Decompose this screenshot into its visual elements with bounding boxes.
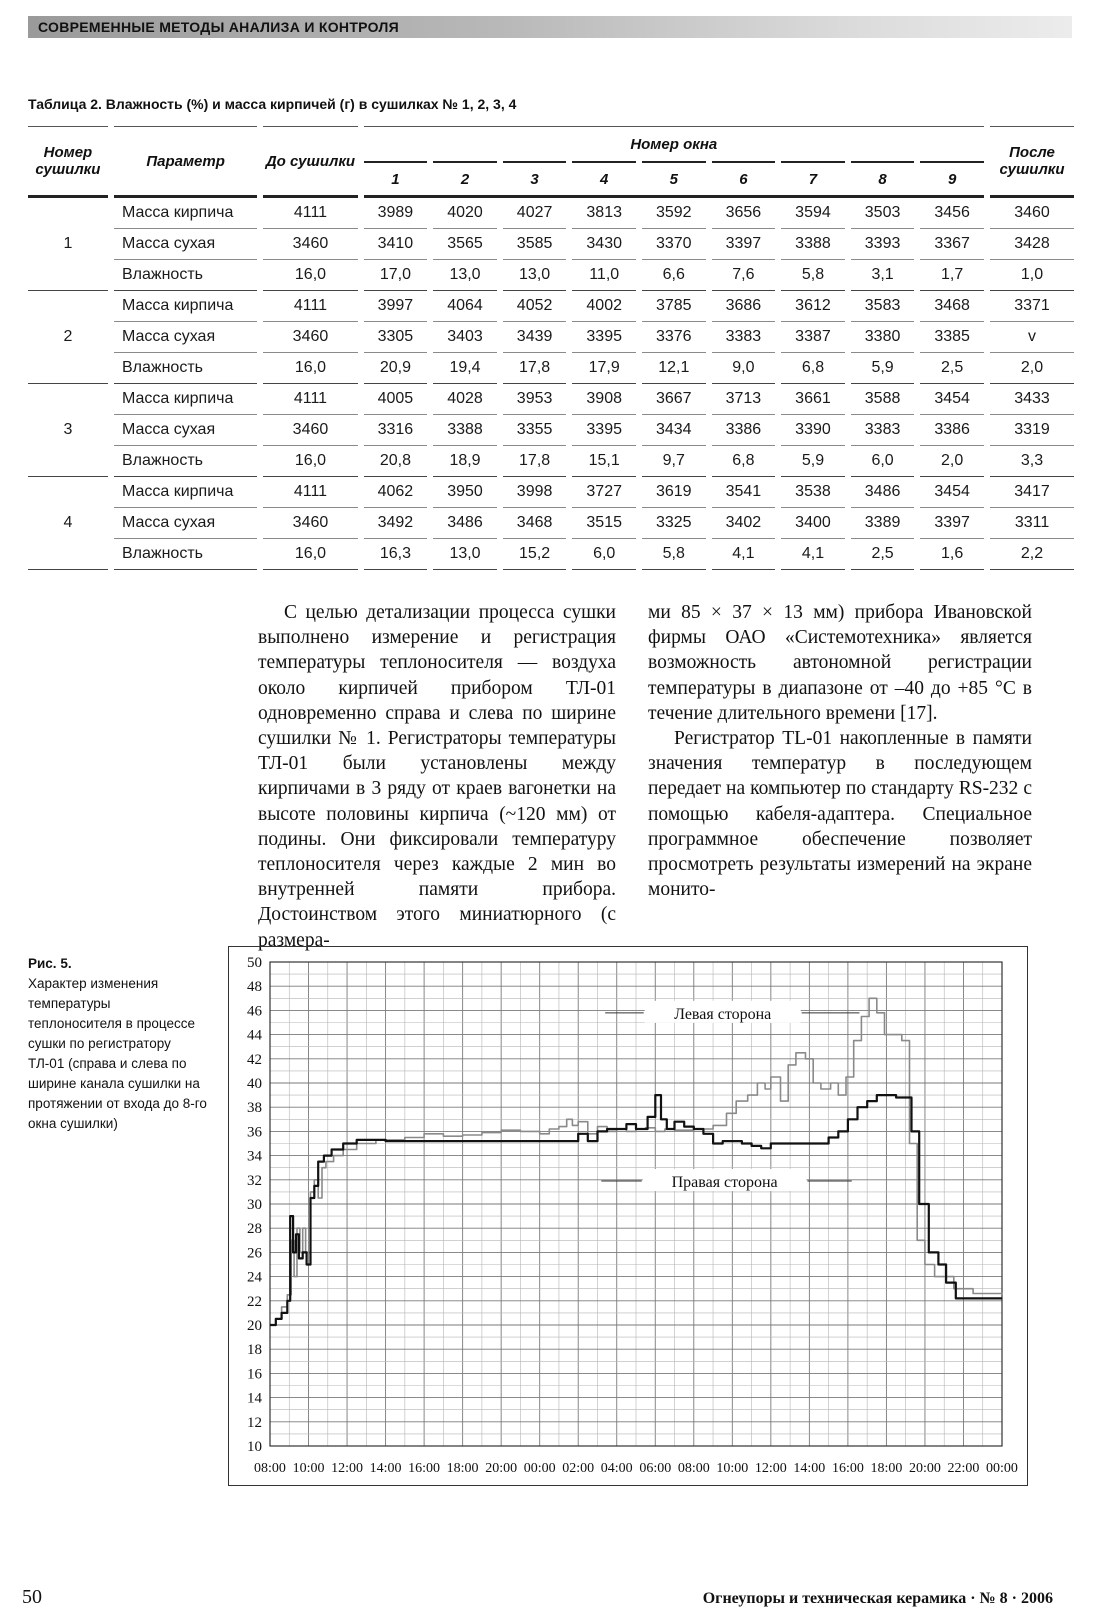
header-before-dryer: До сушилки — [263, 127, 357, 197]
value-cell: 3397 — [712, 229, 775, 260]
value-cell: 7,6 — [712, 260, 775, 291]
value-cell: 6,8 — [781, 353, 844, 384]
value-cell: 3383 — [712, 322, 775, 353]
y-tick-label: 30 — [247, 1197, 262, 1213]
value-cell: 3400 — [781, 508, 844, 539]
value-cell: 3468 — [920, 291, 983, 322]
x-tick-label: 08:00 — [677, 1461, 710, 1476]
table-row — [28, 229, 1074, 260]
y-tick-label: 40 — [247, 1076, 262, 1092]
table-row — [28, 322, 1074, 353]
value-cell: 3454 — [920, 384, 983, 415]
value-cell: 3316 — [364, 415, 427, 446]
table-row — [28, 415, 1074, 446]
value-cell: 3503 — [851, 197, 914, 229]
moisture-mass-table — [28, 126, 1074, 570]
y-tick-label: 36 — [247, 1124, 262, 1141]
x-tick-label: 04:00 — [600, 1461, 633, 1476]
paragraph: С целью детализации процесса сушки выполнено измерение и регистрация температуры теплоносителя — воздуха около кирпичей прибором ТЛ-01 одновременно справа и слева по ширине сушилки № 1. Регистраторы температуры ТЛ-01 были установлены между кирпичами в 3 ряду от краев вагонетки на высоте половины кирпича (~120 мм) от подины. Они фиксировали температуру теплоносителя через каждые 2 мин во внутренней памяти прибора. Достоинством этого миниатюрного (с размера- — [258, 602, 616, 951]
value-cell: 2,2 — [990, 539, 1074, 570]
paragraph: Регистратор TL-01 накопленные в памяти значения температур в последующем передает на компьютер по стандарту RS-232 с помощью кабеля-адаптера. Специальное программное обеспечение позволяет просмотреть результаты измерений на экране монито- — [648, 728, 1032, 901]
parameter-cell: Влажность — [114, 353, 257, 384]
x-tick-label: 08:00 — [254, 1461, 286, 1476]
value-cell: 9,7 — [642, 446, 705, 477]
paragraph: ми 85 × 37 × 13 мм) прибора Ивановской фирмы ОАО «Системотехника» является возможность автономной регистрации температуры в диапазоне от –40 до +85 °С в течение длительного времени [17]. — [648, 602, 1032, 724]
value-cell: 4002 — [572, 291, 635, 322]
value-cell: 5,8 — [642, 539, 705, 570]
value-cell: 3439 — [503, 322, 566, 353]
value-cell: 3433 — [990, 384, 1074, 415]
value-cell: 4027 — [503, 197, 566, 229]
body-text-column-2 — [648, 600, 1032, 902]
value-cell: 19,4 — [433, 353, 496, 384]
value-cell: 13,0 — [433, 260, 496, 291]
header-window-1: 1 — [364, 162, 427, 197]
value-cell: 3468 — [503, 508, 566, 539]
x-tick-label: 00:00 — [986, 1461, 1018, 1476]
value-cell: 4111 — [263, 477, 357, 508]
y-tick-label: 26 — [247, 1245, 262, 1262]
value-cell: 16,0 — [263, 446, 357, 477]
value-cell: 2,0 — [990, 353, 1074, 384]
value-cell: 16,0 — [263, 539, 357, 570]
value-cell: 3,3 — [990, 446, 1074, 477]
value-cell: 3656 — [712, 197, 775, 229]
value-cell: 4064 — [433, 291, 496, 322]
table-row — [28, 353, 1074, 384]
value-cell: 4052 — [503, 291, 566, 322]
header-window-number: Номер окна — [364, 127, 984, 163]
value-cell: 3713 — [712, 384, 775, 415]
value-cell: 3402 — [712, 508, 775, 539]
value-cell: 1,7 — [920, 260, 983, 291]
y-tick-label: 34 — [247, 1148, 262, 1165]
value-cell: 17,0 — [364, 260, 427, 291]
value-cell: 3376 — [642, 322, 705, 353]
value-cell: 3370 — [642, 229, 705, 260]
y-tick-label: 10 — [247, 1439, 262, 1455]
dryer-number-cell: 4 — [28, 477, 108, 570]
value-cell: 3456 — [920, 197, 983, 229]
value-cell: 3390 — [781, 415, 844, 446]
y-tick-label: 38 — [247, 1100, 262, 1117]
value-cell: 20,8 — [364, 446, 427, 477]
value-cell: 3355 — [503, 415, 566, 446]
value-cell: 3311 — [990, 508, 1074, 539]
value-cell: 3460 — [263, 229, 357, 260]
table-row — [28, 384, 1074, 415]
y-tick-label: 12 — [247, 1414, 262, 1431]
dryer-number-cell: 1 — [28, 197, 108, 291]
header-window-3: 3 — [503, 162, 566, 197]
value-cell: 3417 — [990, 477, 1074, 508]
parameter-cell: Масса кирпича — [114, 477, 257, 508]
value-cell: 3583 — [851, 291, 914, 322]
parameter-cell: Масса сухая — [114, 508, 257, 539]
value-cell: 3393 — [851, 229, 914, 260]
value-cell: 3908 — [572, 384, 635, 415]
value-cell: 6,0 — [572, 539, 635, 570]
value-cell: 6,8 — [712, 446, 775, 477]
value-cell: 3619 — [642, 477, 705, 508]
figure-label: Рис. 5. — [28, 956, 72, 971]
header-window-7: 7 — [781, 162, 844, 197]
y-tick-label: 24 — [247, 1269, 262, 1286]
table-row — [28, 260, 1074, 291]
table-row — [28, 508, 1074, 539]
value-cell: 3388 — [781, 229, 844, 260]
value-cell: 17,8 — [503, 446, 566, 477]
value-cell: 3565 — [433, 229, 496, 260]
value-cell: 5,9 — [851, 353, 914, 384]
value-cell: 18,9 — [433, 446, 496, 477]
value-cell: 3460 — [263, 508, 357, 539]
value-cell: 20,9 — [364, 353, 427, 384]
x-tick-label: 10:00 — [716, 1461, 749, 1476]
value-cell: 3385 — [920, 322, 983, 353]
value-cell: 3319 — [990, 415, 1074, 446]
value-cell: 17,9 — [572, 353, 635, 384]
value-cell: 3460 — [263, 322, 357, 353]
value-cell: 17,8 — [503, 353, 566, 384]
section-header-band — [28, 16, 1072, 38]
value-cell: 3325 — [642, 508, 705, 539]
value-cell: 4,1 — [712, 539, 775, 570]
value-cell: 3460 — [990, 197, 1074, 229]
x-tick-label: 18:00 — [870, 1461, 903, 1476]
value-cell: 4111 — [263, 384, 357, 415]
x-tick-label: 16:00 — [408, 1461, 441, 1476]
x-tick-label: 14:00 — [369, 1461, 402, 1476]
x-tick-label: 06:00 — [639, 1461, 672, 1476]
value-cell: 3813 — [572, 197, 635, 229]
figure-caption-text: Характер изменения температуры теплоносителя в процессе сушки по регистратору ТЛ-01 (справа и слева по ширине канала сушилки на протяжении от входа до 8-го окна сушилки) — [28, 976, 207, 1131]
value-cell: 3460 — [263, 415, 357, 446]
header-parameter: Параметр — [114, 127, 257, 197]
header-window-2: 2 — [433, 162, 496, 197]
value-cell: 4020 — [433, 197, 496, 229]
value-cell: 3388 — [433, 415, 496, 446]
y-tick-label: 32 — [247, 1172, 262, 1189]
x-tick-label: 20:00 — [485, 1461, 518, 1476]
value-cell: 3989 — [364, 197, 427, 229]
value-cell: 16,0 — [263, 260, 357, 291]
value-cell: 4,1 — [781, 539, 844, 570]
value-cell: 3953 — [503, 384, 566, 415]
journal-footer: Огнеупоры и техническая керамика · № 8 · 2006 — [702, 1590, 1053, 1607]
section-title: СОВРЕМЕННЫЕ МЕТОДЫ АНАЛИЗА И КОНТРОЛЯ — [38, 19, 399, 35]
value-cell: 16,3 — [364, 539, 427, 570]
value-cell: 13,0 — [503, 260, 566, 291]
value-cell: 4028 — [433, 384, 496, 415]
value-cell: 3403 — [433, 322, 496, 353]
value-cell: v — [990, 322, 1074, 353]
x-tick-label: 10:00 — [292, 1461, 325, 1476]
value-cell: 3397 — [920, 508, 983, 539]
y-tick-label: 46 — [247, 1003, 262, 1020]
value-cell: 3661 — [781, 384, 844, 415]
value-cell: 3612 — [781, 291, 844, 322]
value-cell: 4062 — [364, 477, 427, 508]
x-tick-label: 00:00 — [523, 1461, 556, 1476]
header-dryer-number: Номер сушилки — [28, 127, 108, 197]
value-cell: 3383 — [851, 415, 914, 446]
value-cell: 3686 — [712, 291, 775, 322]
value-cell: 3380 — [851, 322, 914, 353]
y-tick-label: 20 — [247, 1318, 262, 1334]
value-cell: 3997 — [364, 291, 427, 322]
y-tick-label: 14 — [247, 1390, 262, 1407]
parameter-cell: Влажность — [114, 446, 257, 477]
dryer-number-cell: 2 — [28, 291, 108, 384]
x-tick-label: 22:00 — [947, 1461, 980, 1476]
value-cell: 3998 — [503, 477, 566, 508]
value-cell: 3410 — [364, 229, 427, 260]
value-cell: 4111 — [263, 197, 357, 229]
header-window-9: 9 — [920, 162, 983, 197]
x-tick-label: 18:00 — [446, 1461, 479, 1476]
value-cell: 3387 — [781, 322, 844, 353]
y-tick-label: 48 — [247, 979, 262, 996]
figure-caption — [28, 954, 208, 1134]
y-tick-label: 18 — [247, 1342, 262, 1359]
y-tick-label: 44 — [247, 1027, 262, 1044]
table-caption: Таблица 2. Влажность (%) и масса кирпичей (г) в сушилках № 1, 2, 3, 4 — [28, 96, 517, 112]
x-tick-label: 02:00 — [562, 1461, 595, 1476]
value-cell: 3727 — [572, 477, 635, 508]
value-cell: 3395 — [572, 415, 635, 446]
parameter-cell: Влажность — [114, 539, 257, 570]
value-cell: 1,6 — [920, 539, 983, 570]
header-after-dryer: После сушилки — [990, 127, 1074, 197]
table-row — [28, 197, 1074, 229]
value-cell: 3785 — [642, 291, 705, 322]
value-cell: 6,0 — [851, 446, 914, 477]
value-cell: 3430 — [572, 229, 635, 260]
value-cell: 2,5 — [920, 353, 983, 384]
table-row — [28, 291, 1074, 322]
value-cell: 3594 — [781, 197, 844, 229]
value-cell: 3434 — [642, 415, 705, 446]
value-cell: 3592 — [642, 197, 705, 229]
value-cell: 2,0 — [920, 446, 983, 477]
y-tick-label: 16 — [247, 1366, 262, 1383]
parameter-cell: Масса сухая — [114, 229, 257, 260]
value-cell: 3395 — [572, 322, 635, 353]
value-cell: 3492 — [364, 508, 427, 539]
value-cell: 3305 — [364, 322, 427, 353]
value-cell: 16,0 — [263, 353, 357, 384]
value-cell: 13,0 — [433, 539, 496, 570]
page-number: 50 — [22, 1586, 42, 1608]
parameter-cell: Масса сухая — [114, 415, 257, 446]
annotation-left-side: Левая сторона — [674, 1005, 772, 1023]
value-cell: 3486 — [851, 477, 914, 508]
value-cell: 3371 — [990, 291, 1074, 322]
parameter-cell: Масса кирпича — [114, 197, 257, 229]
dryer-number-cell: 3 — [28, 384, 108, 477]
value-cell: 9,0 — [712, 353, 775, 384]
temperature-chart — [228, 946, 1028, 1486]
value-cell: 15,2 — [503, 539, 566, 570]
value-cell: 3541 — [712, 477, 775, 508]
parameter-cell: Масса кирпича — [114, 384, 257, 415]
x-tick-label: 20:00 — [909, 1461, 941, 1476]
value-cell: 3428 — [990, 229, 1074, 260]
value-cell: 4005 — [364, 384, 427, 415]
value-cell: 11,0 — [572, 260, 635, 291]
header-window-6: 6 — [712, 162, 775, 197]
value-cell: 3454 — [920, 477, 983, 508]
header-window-5: 5 — [642, 162, 705, 197]
value-cell: 3515 — [572, 508, 635, 539]
value-cell: 2,5 — [851, 539, 914, 570]
value-cell: 3588 — [851, 384, 914, 415]
value-cell: 3585 — [503, 229, 566, 260]
annotation-right-side: Правая сторона — [671, 1174, 778, 1192]
value-cell: 5,9 — [781, 446, 844, 477]
body-text-column-1 — [258, 600, 616, 953]
value-cell: 3950 — [433, 477, 496, 508]
parameter-cell: Влажность — [114, 260, 257, 291]
value-cell: 3,1 — [851, 260, 914, 291]
value-cell: 12,1 — [642, 353, 705, 384]
header-window-8: 8 — [851, 162, 914, 197]
value-cell: 3386 — [712, 415, 775, 446]
value-cell: 3667 — [642, 384, 705, 415]
y-tick-label: 42 — [247, 1051, 262, 1068]
value-cell: 1,0 — [990, 260, 1074, 291]
value-cell: 3367 — [920, 229, 983, 260]
parameter-cell: Масса кирпича — [114, 291, 257, 322]
table-row — [28, 446, 1074, 477]
value-cell: 5,8 — [781, 260, 844, 291]
x-tick-label: 12:00 — [331, 1461, 363, 1476]
value-cell: 4111 — [263, 291, 357, 322]
y-tick-label: 22 — [247, 1293, 262, 1310]
value-cell: 3486 — [433, 508, 496, 539]
x-tick-label: 12:00 — [754, 1461, 787, 1476]
y-tick-label: 50 — [247, 955, 262, 971]
table-row — [28, 477, 1074, 508]
header-window-4: 4 — [572, 162, 635, 197]
parameter-cell: Масса сухая — [114, 322, 257, 353]
value-cell: 3386 — [920, 415, 983, 446]
y-tick-label: 28 — [247, 1221, 262, 1238]
value-cell: 3538 — [781, 477, 844, 508]
value-cell: 6,6 — [642, 260, 705, 291]
x-tick-label: 14:00 — [793, 1461, 826, 1476]
x-tick-label: 16:00 — [831, 1461, 864, 1476]
value-cell: 3389 — [851, 508, 914, 539]
table-row — [28, 539, 1074, 570]
value-cell: 15,1 — [572, 446, 635, 477]
